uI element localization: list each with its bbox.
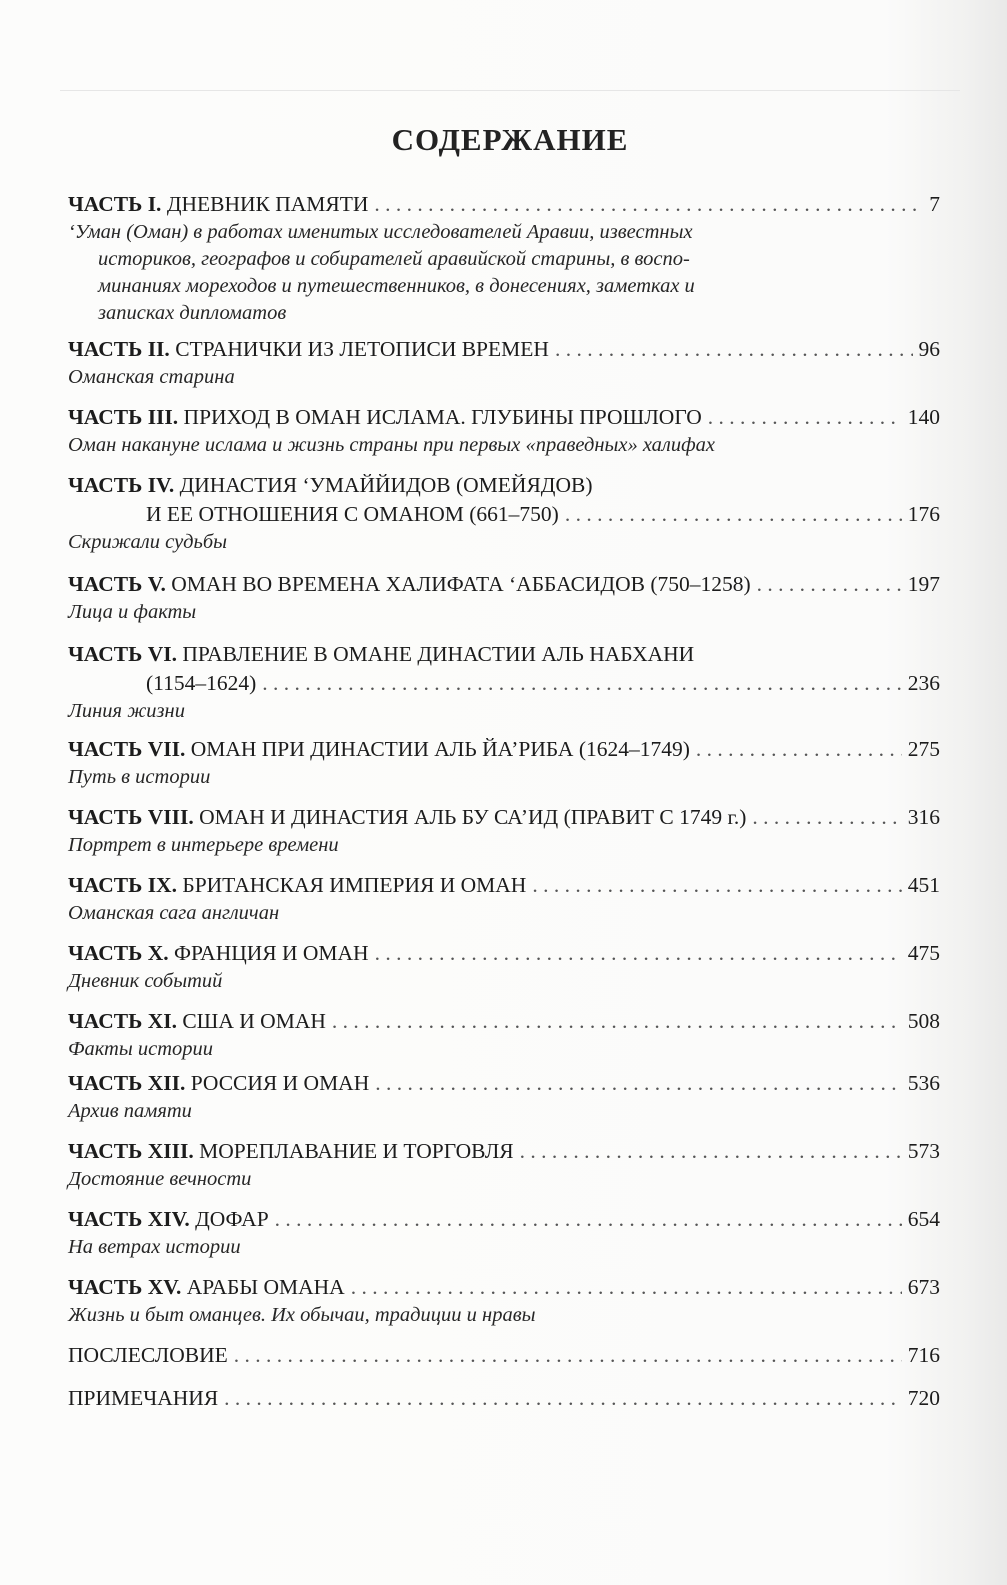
- part-label: ЧАСТЬ III.: [68, 405, 179, 429]
- toc-title-text: [68, 1341, 228, 1370]
- toc-title-row: [68, 1069, 940, 1098]
- page-number: 716: [907, 1343, 940, 1367]
- toc-title-text: [68, 335, 549, 364]
- part-title: ОМАН И ДИНАСТИЯ АЛЬ БУ СА’ИД (ПРАВИТ С 1749 г.): [199, 805, 747, 829]
- toc-entry[interactable]: [68, 1007, 940, 1063]
- part-label: ЧАСТЬ IV.: [68, 473, 175, 497]
- toc-entry[interactable]: [68, 1384, 940, 1413]
- toc-title-row: [68, 190, 940, 219]
- part-subtitle: [68, 900, 940, 927]
- toc-entry[interactable]: [68, 471, 940, 556]
- toc-title-text: [68, 1205, 269, 1234]
- part-subtitle: [68, 219, 940, 327]
- part-subtitle: [68, 1166, 940, 1193]
- toc-title-row: [68, 939, 940, 968]
- subtitle-line: минаниях мореходов и путешественников, в донесениях, заметках и: [98, 275, 695, 297]
- dot-leader: [375, 939, 902, 968]
- page-number: 316: [907, 805, 940, 829]
- part-title: ФРАНЦИЯ И ОМАН: [173, 941, 369, 965]
- toc-entry[interactable]: [68, 335, 940, 391]
- toc-title-text: [68, 471, 592, 500]
- part-title: ПРАВЛЕНИЕ В ОМАНЕ ДИНАСТИИ АЛЬ НАБХАНИ: [182, 642, 695, 666]
- part-label: ЧАСТЬ V.: [68, 572, 166, 596]
- dot-leader: [351, 1273, 902, 1302]
- subtitle-line: ‘Уман (Оман) в работах именитых исследователей Аравии, известных: [68, 221, 693, 243]
- dot-leader: [375, 1069, 902, 1098]
- toc-title-row: [68, 1341, 940, 1370]
- toc-title-row: [68, 1384, 940, 1413]
- subtitle-line: Оман накануне ислама и жизнь страны при первых «праведных» халифах: [68, 434, 716, 456]
- part-title: ДОФАР: [195, 1207, 269, 1231]
- part-title: США И ОМАН: [182, 1009, 326, 1033]
- dot-leader: [262, 669, 901, 698]
- part-title: (1154–1624): [146, 671, 257, 695]
- part-subtitle: [68, 1302, 940, 1329]
- part-label: ЧАСТЬ XIV.: [68, 1207, 190, 1231]
- subtitle-line: историков, географов и собирателей аравийской старины, в воспо-: [98, 248, 690, 270]
- page-number: 508: [907, 1009, 940, 1033]
- subtitle-line: Оманская старина: [68, 366, 235, 388]
- part-title: ПРИХОД В ОМАН ИСЛАМА. ГЛУБИНЫ ПРОШЛОГО: [183, 405, 702, 429]
- subtitle-line: Линия жизни: [68, 700, 185, 722]
- part-label: ЧАСТЬ XI.: [68, 1009, 177, 1033]
- part-title: И ЕЕ ОТНОШЕНИЯ С ОМАНОМ (661–750): [146, 502, 559, 526]
- toc-title-text: [68, 403, 702, 432]
- part-subtitle: [68, 1036, 940, 1063]
- toc-title-row: [68, 640, 940, 669]
- dot-leader: [532, 871, 901, 900]
- page-number: 140: [907, 405, 940, 429]
- table-of-contents: [68, 190, 940, 1413]
- subtitle-line: Путь в истории: [68, 766, 211, 788]
- toc-title-text: [68, 1069, 369, 1098]
- toc-title-row: [68, 1137, 940, 1166]
- part-title: ПРИМЕЧАНИЯ: [68, 1386, 219, 1410]
- page-number: 451: [907, 873, 940, 897]
- toc-entry[interactable]: [68, 1069, 940, 1125]
- dot-leader: [752, 803, 901, 832]
- toc-title-row: [68, 1273, 940, 1302]
- toc-title-text: [68, 803, 746, 832]
- page-number: 236: [907, 671, 940, 695]
- part-subtitle: [68, 832, 940, 859]
- subtitle-line: Дневник событий: [68, 970, 223, 992]
- toc-title-text: [68, 1007, 326, 1036]
- subtitle-line: Факты истории: [68, 1038, 214, 1060]
- subtitle-line: Архив памяти: [68, 1100, 192, 1122]
- dot-leader: [332, 1007, 902, 1036]
- dot-leader: [696, 735, 902, 764]
- toc-title-text: [68, 1384, 218, 1413]
- subtitle-line: Скрижали судьбы: [68, 531, 228, 553]
- subtitle-line: Оманская сага англичан: [68, 902, 280, 924]
- part-label: ЧАСТЬ I.: [68, 192, 162, 216]
- toc-entry[interactable]: [68, 1273, 940, 1329]
- toc-title-row: [68, 570, 940, 599]
- part-subtitle: [68, 968, 940, 995]
- page-number: 176: [907, 502, 940, 526]
- bleed-through-line: [60, 90, 960, 91]
- subtitle-line: Жизнь и быт оманцев. Их обычаи, традиции и нравы: [68, 1304, 536, 1326]
- part-subtitle: [68, 599, 940, 626]
- part-title: ДИНАСТИЯ ‘УМАЙЙИДОВ (ОМЕЙЯДОВ): [179, 473, 593, 497]
- part-title: БРИТАНСКАЯ ИМПЕРИЯ И ОМАН: [182, 873, 527, 897]
- part-label: ЧАСТЬ X.: [68, 941, 169, 965]
- toc-entry[interactable]: [68, 640, 940, 725]
- part-subtitle: [68, 764, 940, 791]
- part-title: АРАБЫ ОМАНА: [186, 1275, 345, 1299]
- toc-entry[interactable]: [68, 871, 940, 927]
- toc-entry[interactable]: [68, 1205, 940, 1261]
- page-number: 720: [907, 1386, 940, 1410]
- toc-title-row: [68, 1007, 940, 1036]
- toc-entry[interactable]: [68, 403, 940, 459]
- dot-leader: [565, 500, 902, 529]
- page-number: 654: [907, 1207, 940, 1231]
- page-number: 573: [907, 1139, 940, 1163]
- toc-title-row: [68, 403, 940, 432]
- toc-title-text: [68, 190, 368, 219]
- dot-leader: [374, 190, 923, 219]
- part-label: ЧАСТЬ XII.: [68, 1071, 186, 1095]
- toc-title-text: [68, 871, 526, 900]
- toc-title-text: [146, 669, 256, 698]
- subtitle-line: На ветрах истории: [68, 1236, 241, 1258]
- part-title: ОМАН ПРИ ДИНАСТИИ АЛЬ ЙА’РИБА (1624–1749): [190, 737, 690, 761]
- page-number: 7: [929, 192, 940, 216]
- page-number: 673: [907, 1275, 940, 1299]
- part-title: РОССИЯ И ОМАН: [190, 1071, 370, 1095]
- dot-leader: [224, 1384, 902, 1413]
- subtitle-line: Лица и факты: [68, 601, 197, 623]
- page-heading: СОДЕРЖАНИЕ: [391, 122, 629, 157]
- toc-entry[interactable]: [68, 939, 940, 995]
- part-subtitle: [68, 432, 940, 459]
- subtitle-line: записках дипломатов: [98, 302, 287, 324]
- part-label: ЧАСТЬ XV.: [68, 1275, 182, 1299]
- toc-title-row: [68, 803, 940, 832]
- part-title: ОМАН ВО ВРЕМЕНА ХАЛИФАТА ‘АББАСИДОВ (750–1258): [171, 572, 751, 596]
- part-title: МОРЕПЛАВАНИЕ И ТОРГОВЛЯ: [199, 1139, 514, 1163]
- toc-entry[interactable]: [68, 190, 940, 327]
- page-number: 197: [907, 572, 940, 596]
- part-label: ЧАСТЬ IX.: [68, 873, 177, 897]
- subtitle-line: Портрет в интерьере времени: [68, 834, 339, 856]
- part-label: ЧАСТЬ XIII.: [68, 1139, 194, 1163]
- part-subtitle: [68, 364, 940, 391]
- toc-title-row: [68, 669, 940, 698]
- toc-title-text: [68, 1273, 345, 1302]
- dot-leader: [708, 403, 902, 432]
- toc-title-text: [68, 1137, 514, 1166]
- part-label: ЧАСТЬ VIII.: [68, 805, 194, 829]
- part-label: ЧАСТЬ II.: [68, 337, 170, 361]
- toc-title-row: [68, 500, 940, 529]
- toc-title-text: [68, 570, 751, 599]
- toc-title-row: [68, 1205, 940, 1234]
- part-subtitle: [68, 698, 940, 725]
- toc-entry[interactable]: [68, 570, 940, 626]
- toc-entry[interactable]: [68, 1137, 940, 1193]
- page-number: 275: [907, 737, 940, 761]
- toc-title-row: [68, 471, 940, 500]
- part-label: ЧАСТЬ VI.: [68, 642, 177, 666]
- toc-title-text: [68, 939, 369, 968]
- toc-title-row: [68, 871, 940, 900]
- toc-entry[interactable]: [68, 1341, 940, 1370]
- dot-leader: [275, 1205, 902, 1234]
- part-subtitle: [68, 529, 940, 556]
- toc-title-text: [68, 640, 694, 669]
- dot-leader: [757, 570, 902, 599]
- part-subtitle: [68, 1098, 940, 1125]
- part-title: СТРАНИЧКИ ИЗ ЛЕТОПИСИ ВРЕМЕН: [175, 337, 549, 361]
- page-number: 475: [907, 941, 940, 965]
- subtitle-line: Достояние вечности: [68, 1168, 252, 1190]
- dot-leader: [555, 335, 913, 364]
- part-label: ЧАСТЬ VII.: [68, 737, 186, 761]
- toc-title-row: [68, 335, 940, 364]
- page-number: 536: [907, 1071, 940, 1095]
- dot-leader: [520, 1137, 902, 1166]
- toc-entry[interactable]: [68, 735, 940, 791]
- toc-title-text: [146, 500, 559, 529]
- part-title: ПОСЛЕСЛОВИЕ: [68, 1343, 228, 1367]
- toc-entry[interactable]: [68, 803, 940, 859]
- part-title: ДНЕВНИК ПАМЯТИ: [166, 192, 369, 216]
- part-subtitle: [68, 1234, 940, 1261]
- page-number: 96: [918, 337, 940, 361]
- dot-leader: [234, 1341, 902, 1370]
- toc-title-text: [68, 735, 690, 764]
- toc-title-row: [68, 735, 940, 764]
